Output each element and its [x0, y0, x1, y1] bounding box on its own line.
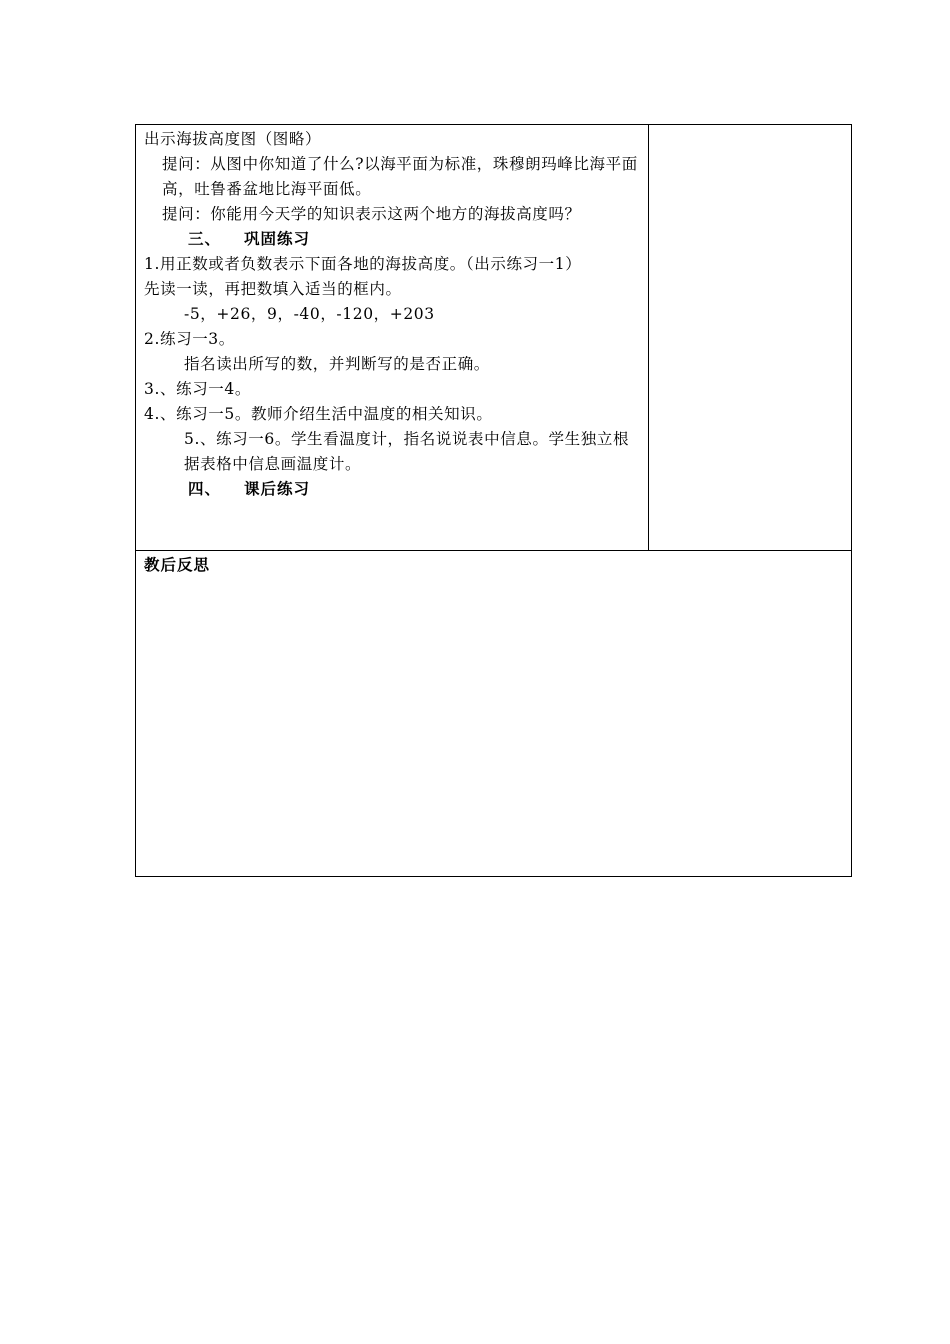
text-line: 提问：从图中你知道了什么?以海平面为标准，珠穆朗玛峰比海平面高，吐鲁番盆地比海平面低。	[162, 155, 638, 198]
section-title: 课后练习	[244, 480, 311, 498]
text-line: 3.、练习一4。	[144, 380, 251, 398]
table-row	[136, 125, 852, 551]
section-number: 三、	[188, 230, 222, 248]
text-line: 先读一读，再把数填入适当的框内。	[144, 280, 402, 298]
text-line: 提问：你能用今天学的知识表示这两个地方的海拔高度吗？	[162, 205, 581, 223]
number-list: -5，+26，9，-40，-120，+203	[184, 305, 435, 323]
section-heading	[144, 227, 640, 252]
text-line: 指名读出所写的数，并判断写的是否正确。	[184, 355, 490, 373]
reflection-label: 教后反思	[144, 556, 211, 574]
text-line: 2.练习一3。	[144, 330, 235, 348]
table-row	[136, 551, 852, 877]
text-line: 5.、练习一6。学生看温度计，指名说说表中信息。学生独立根据表格中信息画温度计。	[184, 430, 630, 473]
section-title: 巩固练习	[244, 230, 311, 248]
teaching-content-cell	[136, 125, 649, 551]
notes-cell	[649, 125, 852, 551]
lesson-plan-table	[135, 124, 852, 877]
text-line: 出示海拔高度图（图略）	[144, 130, 322, 148]
section-heading	[144, 477, 640, 502]
section-number: 四、	[188, 480, 222, 498]
text-line: 1.用正数或者负数表示下面各地的海拔高度。（出示练习一1）	[144, 255, 582, 273]
text-line: 4.、练习一5。教师介绍生活中温度的相关知识。	[144, 405, 493, 423]
reflection-cell	[136, 551, 852, 877]
